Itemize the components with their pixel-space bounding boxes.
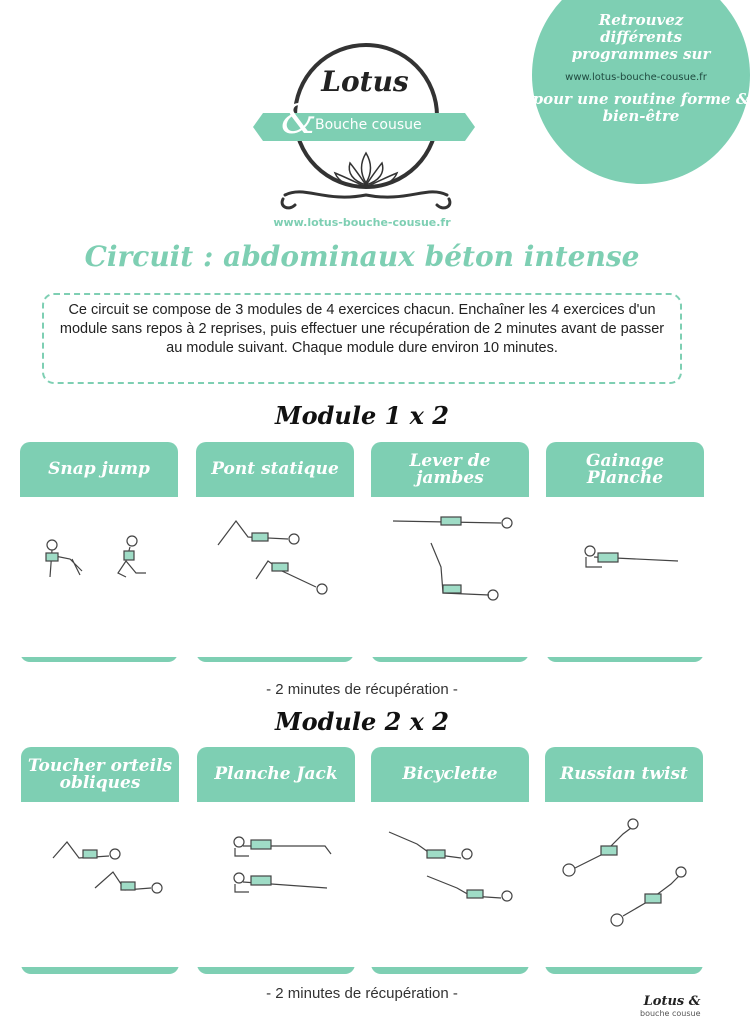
intro-text: Ce circuit se compose de 3 modules de 4 exercices chacun. Enchaîner les 4 exercices d'un module sans repos à 2 reprises, puis effectuer une récupération de 2 minutes avant de passer au module suivant. Chaque module dure environ 10 minutes.: [42, 293, 682, 384]
footer-brand-name: Lotus &: [643, 994, 701, 1009]
exercise-name: Planche Jack: [214, 764, 338, 784]
promo-url-link[interactable]: www.lotus-bouche-cousue.fr: [565, 72, 707, 83]
exercise-reps: 30 répétitions / côté: [43, 943, 157, 958]
page-title: Circuit : abdominaux béton intense: [84, 240, 640, 273]
footer-brand-subtitle: bouche cousue: [640, 1009, 701, 1018]
exercise-reps: 30 répétitions: [59, 631, 139, 646]
exercise-reps: 30 répétitions: [410, 631, 490, 646]
exercise-name: Lever de jambes: [409, 450, 491, 488]
exercise-card-gainage-planche: [546, 442, 704, 662]
logo-ampersand: &: [281, 97, 317, 143]
exercise-card-bicyclette: [371, 747, 529, 974]
site-url-link[interactable]: www.lotus-bouche-cousue.fr: [273, 216, 451, 229]
exercise-name: Russian twist: [560, 764, 688, 784]
exercise-reps: 30 répétitions / côté: [567, 943, 681, 958]
logo: [255, 35, 475, 225]
exercise-name: Pont statique: [211, 459, 339, 479]
exercise-card-lever-de-jambes: [371, 442, 529, 662]
module-1-title: Module 1 x 2: [275, 401, 449, 430]
exercise-card-pont-statique: [196, 442, 354, 662]
exercise-name: Bicyclette: [402, 764, 498, 784]
exercise-name: Toucher orteils obliques: [27, 755, 173, 793]
recovery-note-2: - 2 minutes de récupération -: [266, 985, 458, 1002]
exercise-name: Gainage Planche: [585, 450, 665, 488]
exercise-card-snap-jump: [20, 442, 178, 662]
exercise-reps: 15 répétitions / jambe: [213, 943, 339, 958]
module-2-title: Module 2 x 2: [275, 707, 449, 736]
exercise-name: Snap jump: [48, 459, 150, 479]
exercise-reps: 30 répétitions / côté: [393, 943, 507, 958]
exercise-reps: 30 secondes: [238, 631, 312, 646]
lotus-flower-icon: [255, 35, 475, 225]
exercise-card-planche-jack: [197, 747, 355, 974]
recovery-note-1: - 2 minutes de récupération -: [266, 681, 458, 698]
promo-bubble: [532, 0, 750, 184]
promo-line-2: pour une routine forme & bien-être: [532, 90, 750, 125]
exercise-reps: 2 x 1 minute: [589, 631, 661, 646]
logo-name: Lotus: [321, 65, 409, 98]
exercise-card-russian-twist: [545, 747, 703, 974]
promo-line-1: Retrouvez différents programmes sur: [571, 11, 711, 63]
exercise-card-toucher-orteils: [21, 747, 179, 974]
footer-brand: [640, 994, 701, 1018]
logo-subtitle: Bouche cousue: [315, 117, 422, 133]
